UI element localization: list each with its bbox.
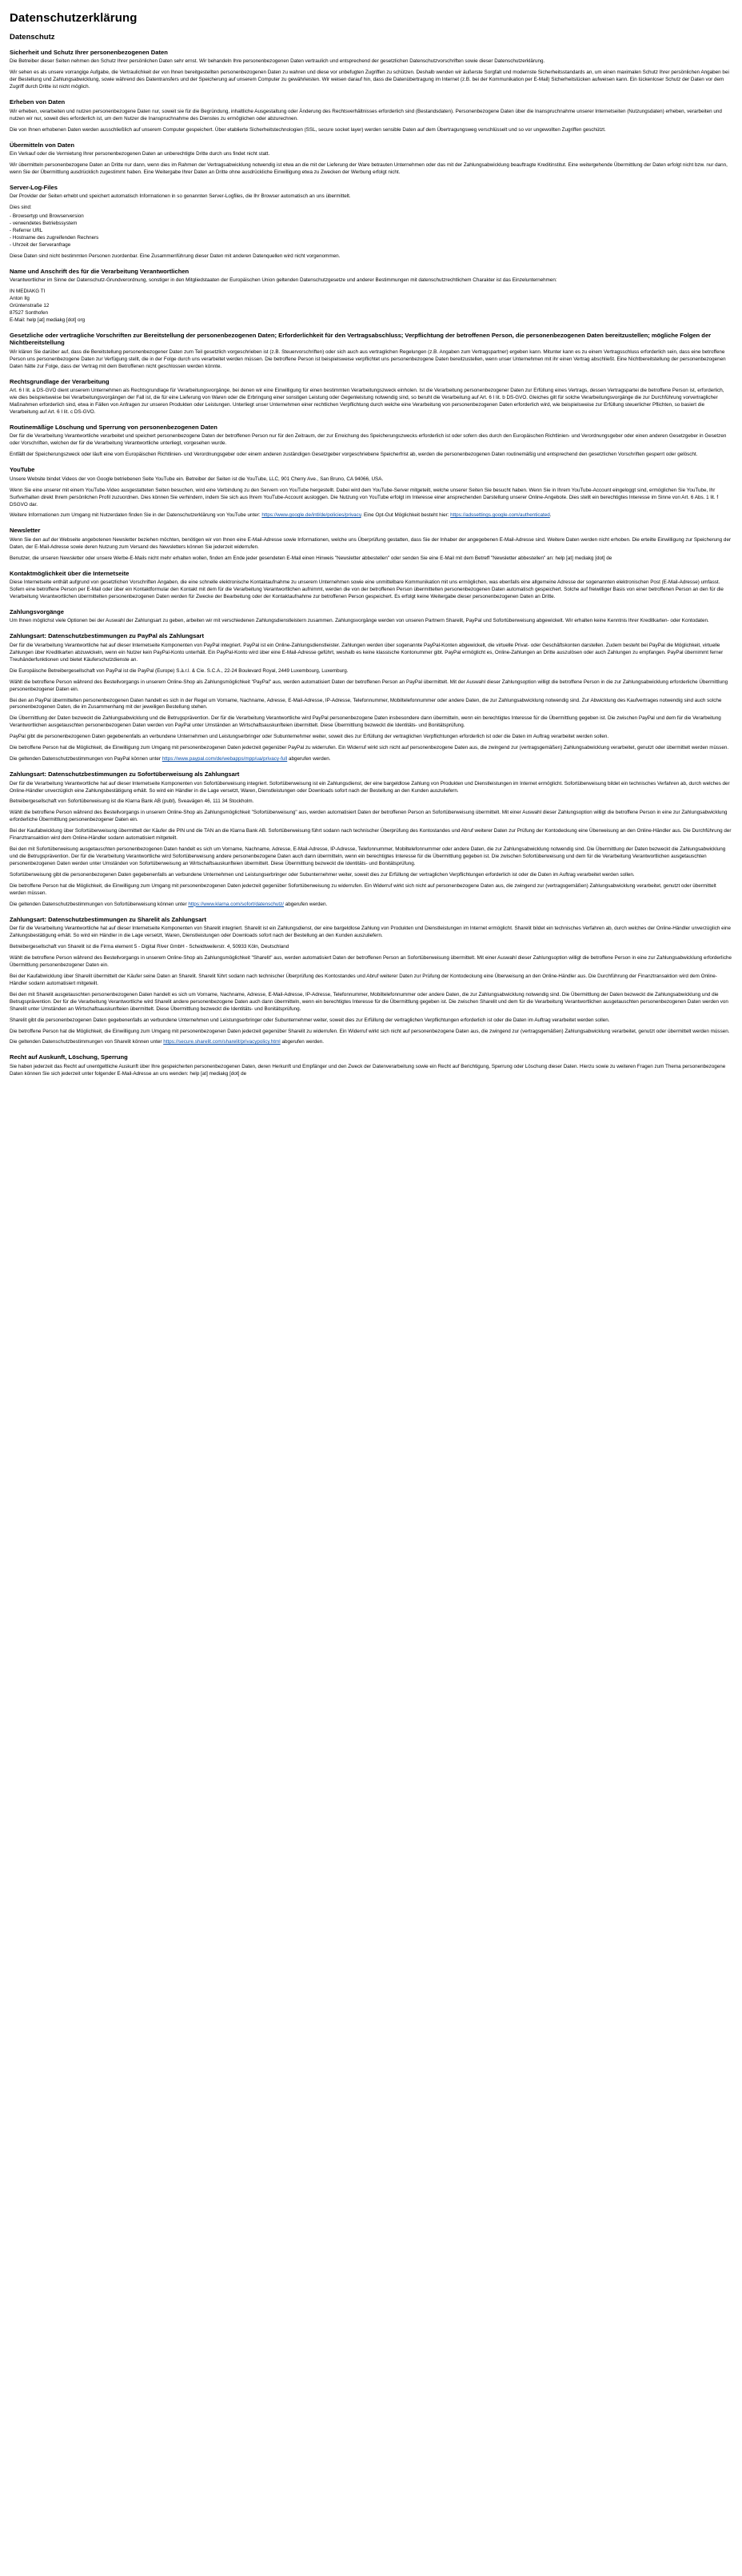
paypal-privacy-line — [10, 756, 732, 763]
heading-kontaktmoeglichkeit: Kontaktmöglichkeit über die Internetseite — [10, 569, 130, 577]
paragraph: Die betroffene Person hat die Möglichkeit, die Einwilligung zum Umgang mit personenbezogenen Daten jederzeit gegenüber Sofortüberweisung zu widerrufen. Ein Widerruf wirkt sich nicht auf personenbezogene Daten aus, die zwingend zur (vertragsgemäßen) Zahlungsabwicklung verarbeitet, genutzt oder übermittelt werden müssen. — [10, 882, 716, 896]
youtube-optout-link[interactable]: https://adssettings.google.com/authenticated — [450, 512, 550, 519]
address-line: Anton Ilg — [10, 296, 30, 302]
heading-sofortueberweisung: Zahlungsart: Datenschutzbestimmungen zu Sofortüberweisung als Zahlungsart — [10, 770, 240, 778]
paragraph: Wenn Sie den auf der Webseite angebotenen Newsletter beziehen möchten, benötigen wir von Ihnen eine E-Mail-Adresse sowie Informationen, welche uns Überprüfung gestatten, dass Sie der Inhaber der angegebenen E-Mail-Adresse sind. Weitere Daten werden nicht erhoben. Die erteilte Einwilligung zur Speicherung der Daten, der E-Mail-Adresse sowie deren Nutzung zum Versand des Newsletters können Sie jederzeit widerrufen. — [10, 536, 732, 550]
paragraph: Sharelit gibt die personenbezogenen Daten gegebenenfalls an verbundene Unternehmen und Leistungserbringer oder Subunternehmer weiter, soweit dies zur Erfüllung der vertraglichen Verpflichtungen erforderlich ist oder die Daten im Auftrag verarbeitet werden sollen. — [10, 1017, 610, 1023]
paragraph: Die Europäische Betreibergesellschaft von PayPal ist die PayPal (Europe) S.à.r.l. & Cie. S.C.A., 22-24 Boulevard Royal, 2449 Luxembourg, Luxemburg. — [10, 667, 349, 674]
sharelit-privacy-line — [10, 1039, 732, 1046]
paragraph: Betreibergesellschaft von Sharelit ist die Firma element 5 - Digital River GmbH - Scheidtweilerstr. 4, 50933 Köln, Deutschland — [10, 944, 289, 950]
sofort-privacy-link[interactable]: https://www.klarna.com/sofort/datenschutz/ — [188, 901, 285, 907]
paragraph: Wir übermitteln personenbezogene Daten an Dritte nur dann, wenn dies im Rahmen der Vertragsabwicklung notwendig ist etwa an die mit der Lieferung der Ware betrauten Unternehmen oder das mit der Zahlungsabwicklung beauftragte Kreditinstitut. Eine weitergehende Übermittlung der Daten erfolgt nicht bzw. nur dann, wenn Sie der Übermittlung ausdrücklich zugestimmt haben. Eine Weitergabe Ihrer Daten an Dritte ohne ausdrückliche Einwilligung etwa zu Zwecken der Werbung erfolgt nicht. — [10, 161, 728, 175]
paragraph: Verantwortlicher im Sinne der Datenschutz-Grundverordnung, sonstiger in den Mitgliedstaaten der Europäischen Union geltenden Datenschutzgesetze und anderer Bestimmungen mit datenschutzrechtlichem Charakter ist das Einzelunternehmen: — [10, 277, 557, 284]
address-line: E-Mail: help [at] mediakg [dot] org — [10, 317, 86, 323]
controller-address — [10, 289, 732, 324]
heading-uebermitteln-von-daten: Übermitteln von Daten — [10, 141, 75, 149]
youtube-link-prefix: Weitere Informationen zum Umgang mit Nutzerdaten finden Sie in der Datenschutzerklärung von YouTube unter: — [10, 512, 262, 519]
paragraph: Wir sehen es als unsere vorrangige Aufgabe, die Vertraulichkeit der von Ihnen bereitgestellten personenbezogenen Daten zu wahren und diese vor unbefugten Zugriffen zu schützen. Deshalb wenden wir äußerste Sorgfalt und modernste Sicherheitsstandards an, um einen maximalen Schutz Ihrer persönlichen Angaben bei der Bestellung und Zahlungsabwicklung, sowie während des Datentransfers und der Speicherung auf unserem Computer zu gewährleisten. Wir weisen darauf hin, dass die Datenübertragung im Internet (z.B. bei der Kommunikation per E-Mail) Sicherheitslücken aufweisen kann. Ein lückenloser Schutz der Daten vor dem Zugriff durch Dritte ist nicht möglich. — [10, 70, 729, 90]
heading-rechtsgrundlage: Rechtsgrundlage der Verarbeitung — [10, 377, 110, 385]
heading-youtube: YouTube — [10, 466, 35, 474]
paragraph: Wählt die betroffene Person während des Bestellvorgangs in unserem Online-Shop als Zahlungsmöglichkeit "PayPal" aus, werden automatisiert Daten der betroffenen Person an PayPal übermittelt. Mit der Auswahl dieser Zahlungsoption willigt die betroffene Person in die zur Zahlungsabwicklung erforderliche Übermittlung personenbezogener Daten ein. — [10, 679, 728, 692]
paragraph: Der für die Verarbeitung Verantwortliche verarbeitet und speichert personenbezogene Daten der betroffenen Person nur für den Zeitraum, der zur Erreichung des Speicherungszwecks erforderlich ist oder sofern dies durch den Europäischen Richtlinien- und Verordnungsgeber oder einen anderen Gesetzgeber in Gesetzen oder Vorschriften, welchen der für die Verarbeitung Verantwortliche unterliegt, vorgesehen wurde. — [10, 433, 727, 447]
paragraph: Der für die Verarbeitung Verantwortliche hat auf dieser Internetseite Komponenten von PayPal integriert. PayPal ist ein Online-Zahlungsdienstleister. Zahlungen werden über sogenannte PayPal-Konten abgewickelt, die virtuelle Privat- oder Geschäftskonten darstellen. Zudem besteht bei PayPal die Möglichkeit, virtuelle Zahlungen über Kreditkarten abzuwickeln, wenn ein Nutzer kein PayPal-Konto unterhält. Ein PayPal-Konto wird über eine E-Mail-Adresse geführt, weshalb es keine klassische Kontonummer gibt. PayPal ermöglicht es, Online-Zahlungen an Dritte auszulösen oder auch Zahlungen zu empfangen. PayPal übernimmt ferner Treuhänderfunktionen und bietet Käuferschutzdienste an. — [10, 642, 724, 663]
logfile-list — [10, 213, 732, 249]
paragraph: Der für die Verarbeitung Verantwortliche hat auf dieser Internetseite Komponenten von Sharelit integriert. Sharelit ist ein Zahlungsdienst, der eine bargeldlose Zahlung von Produkten und Dienstleistungen im Internet ermöglicht. Sharelit bildet ein technisches Verfahren ab, durch welches der Online-Händler unverzüglich eine Zahlungsbestätigung erhält. So wird ein Händler in die Lage versetzt, Waren, Dienstleistungen oder Downloads sofort nach der Bestellung an den Kunden auszuliefern. — [10, 926, 732, 939]
paypal-link-suffix: abgerufen werden. — [287, 756, 331, 762]
sofort-privacy-line — [10, 902, 732, 909]
paragraph: Diese Daten sind nicht bestimmten Personen zuordenbar. Eine Zusammenführung dieser Daten mit anderen Datenquellen wird nicht vorgenommen. — [10, 253, 341, 259]
privacy-policy-document — [0, 0, 742, 1097]
paragraph: Um Ihnen möglichst viele Optionen bei der Auswahl der Zahlungsart zu geben, arbeiten wir mit verschiedenen Zahlungsdienstleistern zusammen. Zahlungsvorgänge werden von unseren Partnern Sharelit, PayPal und Sofortüberweisung abgewickelt. Wir erhalten keine Kenntnis Ihrer Kreditkarten- oder Kontodaten. — [10, 618, 709, 624]
sharelit-link-prefix: Die geltenden Datenschutzbestimmungen von Sharelit können unter — [10, 1039, 164, 1045]
sharelit-privacy-link[interactable]: https://secure.sharelit.com/sharelit/privacypolicy.html — [163, 1039, 281, 1045]
section-heading-datenschutz: Datenschutz — [10, 33, 55, 42]
heading-routinemaessige-loeschung: Routinemäßige Löschung und Sperrung von personenbezogenen Daten — [10, 423, 217, 431]
youtube-optout-suffix: . — [549, 512, 552, 519]
paragraph: Wir erheben, verarbeiten und nutzen personenbezogene Daten nur, soweit sie für die Begründung, inhaltliche Ausgestaltung oder Änderung des Rechtsverhältnisses erforderlich sind (Bestandsdaten). Personenbezogene Daten über die Inanspruchnahme unserer Internetseiten (Nutzungsdaten) erheben, verarbeiten und nutzen wir nur, soweit dies erforderlich ist, um dem Nutzer die Inanspruchnahme des Dienstes zu ermöglichen oder abzurechnen. — [10, 108, 722, 121]
paypal-privacy-link[interactable]: https://www.paypal.com/de/webapps/mpp/ua/privacy-full — [162, 756, 288, 762]
paragraph: Entfällt der Speicherungszweck oder läuft eine vom Europäischen Richtlinien- und Verordnungsgeber oder einem anderen zuständigen Gesetzgeber vorgeschriebene Speicherfrist ab, werden die personenbezogenen Daten routinemäßig und entsprechend den gesetzlichen Vorschriften gesperrt oder gelöscht. — [10, 452, 698, 458]
address-line: 87527 Sonthofen — [10, 310, 48, 317]
paragraph: Bei den mit Sofortüberweisung ausgetauschten personenbezogenen Daten handelt es sich um Vorname, Nachname, Adresse, E-Mail-Adresse, IP-Adresse, Telefonnummer, Mobiltelefonnummer oder andere Daten, die zur Zahlungsabwicklung notwendig sind. Die Übermittlung der Daten bezweckt die Zahlungsabwicklung und die Betrugsprävention. Der für die Verarbeitung Verantwortliche wird Sofortüberweisung andere personenbezogene Daten auch dann übermitteln, wenn ein berechtigtes Interesse für die Übermittlung gegeben ist. Die zwischen Sofortüberweisung und dem für die Verarbeitung Verantwortlichen ausgetauschten personenbezogenen Daten werden unter Umständen von Sofortüberweisung an Wirtschaftsauskunfteien übermittelt. Diese Übermittlung bezweckt die Identitäts- und Bonitätsprüfung. — [10, 846, 726, 867]
heading-verantwortlicher: Name und Anschrift des für die Verarbeitung Verantwortlichen — [10, 267, 189, 275]
paragraph: Die Übermittlung der Daten bezweckt die Zahlungsabwicklung und die Betrugsprävention. Der für die Verarbeitung Verantwortliche wird PayPal personenbezogene Daten insbesondere dann übermitteln, wenn ein berechtigtes Interesse für die Übermittlung gegeben ist. Die zwischen PayPal und dem für die Verarbeitung Verantwortlichen ausgetauschten personenbezogenen Daten werden von PayPal unter Umständen an Wirtschaftsauskunfteien übermittelt. Diese Übermittlung bezweckt die Identitäts- und Bonitätsprüfung. — [10, 715, 721, 729]
paragraph: Wählt die betroffene Person während des Bestellvorgangs in unserem Online-Shop als Zahlungsmöglichkeit "Sharelit" aus, werden automatisiert Daten der betroffenen Person an Sofortüberweisung übermittelt. Mit einer Auswahl dieser Zahlungsoption willigt die betroffene Person in eine zur Zahlungsabwicklung erforderliche Übermittlung personenbezogener Daten ein. — [10, 955, 732, 968]
page-title: Datenschutzerklärung — [10, 11, 138, 25]
list-item: - Uhrzeit der Serveranfrage — [10, 242, 732, 249]
paragraph: Benutzer, die unseren Newsletter oder unsere Werbe-E-Mails nicht mehr erhalten wollen, finden am Ende jeder gesendeten E-Mail einen Hinweis "Newsletter abbestellen" oder senden Sie eine E-Mail mit dem Betreff "Newsletter abbestellen" an: help [at] mediakg [dot] de — [10, 555, 612, 561]
heading-bereitstellung-pflichten: Gesetzliche oder vertragliche Vorschriften zur Bereitstellung der personenbezogenen Daten; Erforderlichkeit für den Vertragsabschluss; Verpflichtung der betroffenen Person, die personenbezogenen Daten bereitzustellen; mögliche Folgen der Nichtbereitstellung — [10, 331, 712, 347]
paypal-link-prefix: Die geltenden Datenschutzbestimmungen von PayPal können unter — [10, 756, 162, 762]
list-item: - Browsertyp und Browserversion — [10, 213, 732, 221]
heading-sharelit: Zahlungsart: Datenschutzbestimmungen zu Sharelit als Zahlungsart — [10, 915, 206, 923]
list-item: - Hostname des zugreifenden Rechners — [10, 235, 732, 242]
paragraph: Wählt die betroffene Person während des Bestellvorgangs in unserem Online-Shop als Zahlungsmöglichkeit "Sofortüberweisung" aus, werden automatisiert Daten der betroffenen Person an Sofortüberweisung übermittelt. Mit einer Auswahl dieser Zahlungsoption willigt die betroffene Person in eine zur Zahlungsabwicklung erforderliche Übermittlung personenbezogener Daten ein. — [10, 810, 728, 823]
paragraph: Der für die Verarbeitung Verantwortliche hat auf dieser Internetseite Komponenten von Sofortüberweisung integriert. Sofortüberweisung ist ein Zahlungsdienst, der eine bargeldlose Zahlung von Produkten und Dienstleistungen im Internet ermöglicht. Sofortüberweisung bildet ein technisches Verfahren ab, durch welches der Online-Händler unverzüglich eine Zahlungsbestätigung erhält. So wird ein Händler in die Lage versetzt, Waren, Dienstleistungen oder Downloads sofort nach der Bestellung an den Kunden auszuliefern. — [10, 780, 730, 794]
heading-zahlungsvorgaenge: Zahlungsvorgänge — [10, 608, 64, 615]
paragraph: Die von Ihnen erhobenen Daten werden ausschließlich auf unserem Computer gespeichert. Über etablierte Sicherheitstechnologien (SSL, secure socket layer) werden sensible Daten auf dem Übertragungsweg verschlüsselt und so vor ungewollten Zugriffen geschützt. — [10, 126, 606, 133]
paragraph: Die Betreiber dieser Seiten nehmen den Schutz Ihrer persönlichen Daten sehr ernst. Wir behandeln Ihre personenbezogenen Daten vertraulich und entsprechend der gesetzlichen Datenschutzvorschriften sowie dieser Datenschutzerklärung. — [10, 58, 545, 65]
paragraph: Wir klären Sie darüber auf, dass die Bereitstellung personenbezogener Daten zum Teil gesetzlich vorgeschrieben ist (z.B. Steuervorschriften) oder sich auch aus vertraglichen Regelungen (z.B. Angaben zum Vertragspartner) ergeben kann. Mitunter kann es zu einem Vertragsschluss erforderlich sein, dass eine betroffene Person uns personenbezogene Daten zur Verfügung stellt, die in der Folge durch uns verarbeitet werden müssen. Die betroffene Person ist beispielsweise verpflichtet uns personenbezogene Daten bereitzustellen, wenn unser Unternehmen mit ihr einen Vertrag abschließt. Eine Nichtbereitstellung der personenbezogenen Daten hätte zur Folge, dass der Vertrag mit dem Betroffenen nicht geschlossen werden könnte. — [10, 348, 726, 369]
youtube-link-suffix: . — [361, 512, 363, 519]
paragraph: Bei den an PayPal übermittelten personenbezogenen Daten handelt es sich in der Regel um Vorname, Nachname, Adresse, E-Mail-Adresse, IP-Adresse, Telefonnummer, Mobiltelefonnummer oder andere Daten, die zur Zahlungsabwicklung notwendig sind. Zur Abwicklung des Kaufvertrages notwendig sind auch solche personenbezogenen Daten, die im Zusammenhang mit der jeweiligen Bestellung stehen. — [10, 697, 722, 711]
paragraph: Bei der Kaufabwicklung über Sharelit übermittelt der Käufer seine Daten an Sharelit. Sharelit führt sodann nach technischer Überprüfung des Kontostandes und Abruf weiterer Daten zur Prüfung der Kontodeckung eine Überweisung an den Online-Händler aus. Die Durchführung der Finanztransaktion wird dem Online-Händler sodann automatisiert mitgeteilt. — [10, 973, 717, 986]
youtube-privacy-links — [10, 512, 732, 520]
address-line: Grüntenstraße 12 — [10, 303, 50, 309]
heading-server-log-files: Server-Log-Files — [10, 183, 58, 191]
paragraph: Bei den mit Sharelit ausgetauschten personenbezogenen Daten handelt es sich um Vorname, Nachname, Adresse, E-Mail-Adresse, IP-Adresse, Telefonnummer, Mobiltelefonnummer oder andere Daten, die zur Zahlungsabwicklung notwendig sind. Die Übermittlung der Daten bezweckt die Zahlungsabwicklung und die Betrugsprävention. Der für die Verarbeitung Verantwortliche wird Sharelit andere personenbezogene Daten auch dann übermitteln, wenn ein berechtigtes Interesse für die Übermittlung gegeben ist. Die zwischen Sharelit und dem für die Verarbeitung Verantwortlichen ausgetauschten personenbezogenen Daten werden von Sharelit unter Umständen an Wirtschaftsauskunfteien übermittelt. Diese Übermittlung bezweckt die Identitäts- und Bonitätsprüfung. — [10, 991, 728, 1012]
paragraph: Unsere Website bindet Videos der von Google betriebenen Seite YouTube ein. Betreiber der Seiten ist die YouTube, LLC, 901 Cherry Ave., San Bruno, CA 94066, USA. — [10, 476, 384, 482]
paragraph: Sie haben jederzeit das Recht auf unentgeltliche Auskunft über Ihre gespeicherten personenbezogenen Daten, deren Herkunft und Empfänger und den Zweck der Datenverarbeitung sowie ein Recht auf Berichtigung, Sperrung oder Löschung dieser Daten. Hierzu sowie zu weiteren Fragen zum Thema personenbezogene Daten können Sie sich jederzeit unter folgender E-Mail-Adresse an uns wenden: help [at] mediakg [dot] de — [10, 1063, 726, 1077]
paragraph: Ein Verkauf oder die Vermietung Ihrer personenbezogenen Daten an unberechtigte Dritte durch uns findet nicht statt. — [10, 151, 270, 157]
paragraph: Die betroffene Person hat die Möglichkeit, die Einwilligung zum Umgang mit personenbezogenen Daten jederzeit gegenüber PayPal zu widerrufen. Ein Widerruf wirkt sich nicht auf personenbezogene Daten aus, die zwingend zur (vertragsgemäßen) Zahlungsabwicklung verarbeitet, genutzt oder übermittelt werden müssen. — [10, 745, 729, 751]
sofort-link-suffix: abgerufen werden. — [284, 901, 328, 907]
paragraph: Sofortüberweisung gibt die personenbezogenen Daten gegebenenfalls an verbundene Unternehmen und Leistungserbringer oder Subunternehmer weiter, soweit dies zur Erfüllung der vertraglichen Verpflichtungen erforderlich ist oder die Daten im Auftrag verarbeitet werden sollen. — [10, 871, 635, 878]
paragraph: Betreibergesellschaft von Sofortüberweisung ist die Klarna Bank AB (publ), Sveavägen 46, 111 34 Stockholm. — [10, 798, 254, 805]
list-item: - Referrer URL — [10, 228, 732, 235]
logfile-list-intro: Dies sind: — [10, 205, 32, 211]
address-line: IN MEDIAKG TI — [10, 289, 46, 295]
youtube-privacy-link[interactable]: https://www.google.de/intl/de/policies/privacy — [261, 512, 361, 519]
heading-erheben-von-daten: Erheben von Daten — [10, 98, 66, 106]
paragraph: Der Provider der Seiten erhebt und speichert automatisch Informationen in so genannten Server-Logfiles, die Ihr Browser automatisch an uns übermittelt. — [10, 193, 351, 200]
list-item: - verwendetes Betriebssystem — [10, 221, 732, 228]
paragraph: Die betroffene Person hat die Möglichkeit, die Einwilligung zum Umgang mit personenbezogenen Daten jederzeit gegenüber Sharelit zu widerrufen. Ein Widerruf wirkt sich nicht auf personenbezogene Daten aus, die zwingend zur (vertragsgemäßen) Zahlungsabwicklung verarbeitet, genutzt oder übermittelt werden müssen. — [10, 1028, 730, 1034]
paragraph: Art. 6 I lit. a DS-GVO dient unserem Unternehmen als Rechtsgrundlage für Verarbeitungsvorgänge, bei denen wir eine Einwilligung für einen bestimmten Verarbeitungszweck einholen. Ist die Verarbeitung personenbezogener Daten zur Erfüllung eines Vertrags, dessen Vertragspartei die betroffene Person ist, erforderlich, wie dies beispielsweise bei Verarbeitungsvorgängen der Fall ist, die für eine Lieferung von Waren oder die Erbringung einer sonstigen Leistung oder Gegenleistung notwendig sind, so beruht die Verarbeitung auf Art. 6 I lit. b DS-GVO. Gleiches gilt für solche Verarbeitungsvorgänge die zur Durchführung vorvertraglicher Maßnahmen erforderlich sind, etwa in Fällen von Anfragen zur unseren Produkten oder Leistungen. Unterliegt unser Unternehmen einer rechtlichen Verpflichtung durch welche eine Verarbeitung von personenbezogenen Daten erforderlich wird, wie beispielsweise zur Erfüllung steuerlicher Pflichten, so basiert die Verarbeitung auf Art. 6 I lit. c DS-GVO. — [10, 388, 724, 415]
youtube-optout-prefix: Eine Opt-Out Möglichkeit besteht hier: — [364, 512, 451, 519]
paragraph: Diese Internetseite enthält aufgrund von gesetzlichen Vorschriften Angaben, die eine schnelle elektronische Kontaktaufnahme zu unserem Unternehmen sowie eine unmittelbare Kommunikation mit uns ermöglichen, was ebenfalls eine allgemeine Adresse der sogenannten elektronischen Post (E-Mail-Adresse) umfasst. Sofern eine betroffene Person per E-Mail oder über ein Kontaktformular den Kontakt mit dem für die Verarbeitung Verantwortlichen aufnimmt, werden die von der betroffenen Person übermittelten personenbezogenen Daten automatisch gespeichert. Solche auf freiwilliger Basis von einer betroffenen Person an den für die Verarbeitung Verantwortlichen übermittelten personenbezogenen Daten werden für Zwecke der Bearbeitung oder der Kontaktaufnahme zur betroffenen Person gespeichert. Es erfolgt keine Weitergabe dieser personenbezogenen Daten an Dritte. — [10, 579, 724, 600]
paragraph: PayPal gibt die personenbezogenen Daten gegebenenfalls an verbundene Unternehmen und Leistungserbringer oder Subunternehmer weiter, soweit dies zur Erfüllung der vertraglichen Verpflichtungen erforderlich ist oder die Daten im Auftrag verarbeitet werden sollen. — [10, 734, 609, 740]
sofort-link-prefix: Die geltenden Datenschutzbestimmungen von Sofortüberweisung können unter — [10, 901, 189, 907]
paragraph: Wenn Sie eine unserer mit einem YouTube-Video ausgestatteten Seiten besuchen, wird eine Verbindung zu den Servern von YouTube hergestellt. Dabei wird dem YouTube-Server mitgeteilt, welche unserer Seiten Sie besucht haben. Wenn Sie in Ihrem YouTube-Account eingeloggt sind, ermöglichen Sie YouTube, Ihr Surfverhalten direkt Ihrem persönlichen Profil zuzuordnen. Dies können Sie verhindern, indem Sie sich aus Ihrem YouTube-Account ausloggen. Die Nutzung von YouTube erfolgt im Interesse einer ansprechenden Darstellung unserer Online-Angebote. Dies stellt ein berechtigtes Interesse im Sinne von Art. 6 Abs. 1 lit. f DSGVO dar. — [10, 487, 719, 508]
heading-sicherheit: Sicherheit und Schutz Ihrer personenbezogenen Daten — [10, 49, 168, 56]
heading-newsletter: Newsletter — [10, 527, 41, 535]
sharelit-link-suffix: abgerufen werden. — [280, 1039, 324, 1045]
heading-recht-auf-auskunft: Recht auf Auskunft, Löschung, Sperrung — [10, 1053, 128, 1061]
paragraph: Bei der Kaufabwicklung über Sofortüberweisung übermittelt der Käufer die PIN und die TAN an die Klarna Bank AB. Sofortüberweisung führt sodann nach technischer Überprüfung des Kontostandes und Abruf weiterer Daten zur Prüfung der Kontodeckung eine Überweisung an den Online-Händler aus. Die Durchführung der Finanztransaktion wird dem Online-Händler sodann automatisiert mitgeteilt. — [10, 828, 732, 842]
heading-paypal: Zahlungsart: Datenschutzbestimmungen zu PayPal als Zahlungsart — [10, 632, 205, 640]
